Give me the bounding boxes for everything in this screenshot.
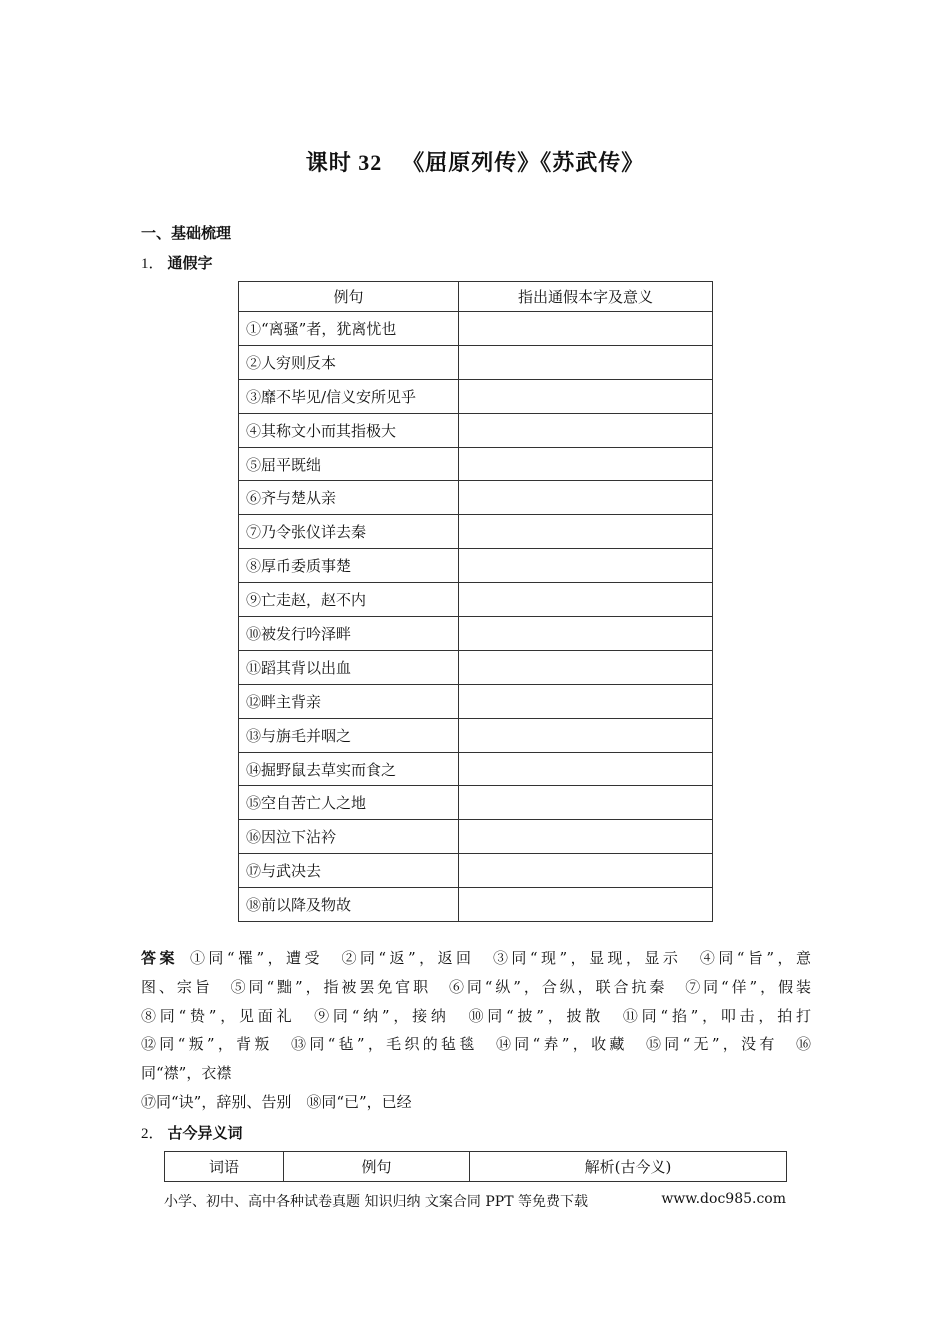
column-header-example: 例句: [239, 282, 459, 312]
table-row: [239, 583, 713, 617]
example-sentence: ⑤屈平既绌: [239, 447, 459, 481]
table-row: [239, 312, 713, 346]
lesson-number: 课时 32: [305, 150, 383, 175]
answer-cell[interactable]: [459, 650, 713, 684]
example-sentence: ⑱前以降及物故: [239, 888, 459, 922]
column-header-example: 例句: [284, 1152, 470, 1182]
answer-line: 答案 ①同“罹”，遭受 ②同“返”，返回 ③同“现”，显现，显示 ④同“旨”，意: [141, 949, 811, 967]
table-row: [239, 888, 713, 922]
table-row: [239, 345, 713, 379]
answer-line: ⑫同“叛”，背叛 ⑬同“毡”，毛织的毡毯 ⑭同“弆”，收藏 ⑮同“无”，没有 ⑯: [141, 1035, 811, 1054]
example-sentence: ③靡不毕见/信义安所见乎: [239, 379, 459, 413]
answer-cell[interactable]: [459, 684, 713, 718]
footer: [164, 1191, 786, 1211]
table-row: [239, 549, 713, 583]
table-row: [239, 820, 713, 854]
example-sentence: ④其称文小而其指极大: [239, 413, 459, 447]
column-header-word: 词语: [165, 1152, 284, 1182]
example-sentence: ⑪蹈其背以出血: [239, 650, 459, 684]
subheading-label: 古今异义词: [167, 1124, 243, 1142]
table-row: [239, 718, 713, 752]
subheading-gujinyiyi: [141, 1122, 243, 1143]
table-header-row: [165, 1152, 787, 1182]
table-row: [239, 379, 713, 413]
table-row: [239, 413, 713, 447]
example-sentence: ②人穷则反本: [239, 345, 459, 379]
example-sentence: ⑧厚币委质事楚: [239, 549, 459, 583]
section-heading-basics: 一、基础梳理: [141, 224, 232, 242]
tongjiazi-table: [238, 281, 713, 922]
column-header-analysis: 解析(古今义): [470, 1152, 787, 1182]
subheading-index: 1．: [141, 256, 164, 272]
answer-block: [141, 944, 811, 1117]
example-sentence: ⑬与旃毛并咽之: [239, 718, 459, 752]
answer-cell[interactable]: [459, 515, 713, 549]
example-sentence: ⑯因泣下沾衿: [239, 820, 459, 854]
example-sentence: ⑨亡走赵，赵不内: [239, 583, 459, 617]
answer-line: ⑰同“诀”，辞别、告别 ⑱同“已”，已经: [141, 1092, 412, 1111]
answer-cell[interactable]: [459, 549, 713, 583]
answer-cell[interactable]: [459, 413, 713, 447]
answer-line: 同“襟”，衣襟: [141, 1064, 232, 1083]
answer-label: 答案: [141, 949, 178, 967]
answer-cell[interactable]: [459, 481, 713, 515]
example-sentence: ⑦乃令张仪详去秦: [239, 515, 459, 549]
answer-cell[interactable]: [459, 752, 713, 786]
table-row: [239, 515, 713, 549]
answer-cell[interactable]: [459, 854, 713, 888]
example-sentence: ⑮空自苦亡人之地: [239, 786, 459, 820]
example-sentence: ⑫畔主背亲: [239, 684, 459, 718]
table-row: [239, 684, 713, 718]
answer-cell[interactable]: [459, 718, 713, 752]
example-sentence: ①“离骚”者，犹离忧也: [239, 312, 459, 346]
lesson-works: 《屈原列传》《苏武传》: [402, 151, 645, 176]
subheading-label: 通假字: [167, 254, 213, 272]
answer-cell[interactable]: [459, 447, 713, 481]
table-row: [239, 650, 713, 684]
table-row: [239, 447, 713, 481]
answer-cell[interactable]: [459, 345, 713, 379]
table-row: [239, 854, 713, 888]
gujinyiyi-table: [164, 1151, 787, 1182]
subheading-index: 2．: [141, 1126, 164, 1142]
table-header-row: [239, 282, 713, 312]
answer-cell[interactable]: [459, 786, 713, 820]
answer-cell[interactable]: [459, 820, 713, 854]
answer-cell[interactable]: [459, 312, 713, 346]
subheading-tongjiazi: [141, 252, 213, 273]
example-sentence: ⑰与武决去: [239, 854, 459, 888]
answer-cell[interactable]: [459, 888, 713, 922]
table-row: [239, 786, 713, 820]
example-sentence: ⑩被发行吟泽畔: [239, 617, 459, 651]
footer-url[interactable]: www.doc985.com: [661, 1191, 786, 1207]
answer-cell[interactable]: [459, 617, 713, 651]
answer-cell[interactable]: [459, 379, 713, 413]
answer-cell[interactable]: [459, 583, 713, 617]
table-row: [239, 752, 713, 786]
example-sentence: ⑭掘野鼠去草实而食之: [239, 752, 459, 786]
page-title: [0, 146, 950, 177]
example-sentence: ⑥齐与楚从亲: [239, 481, 459, 515]
table-row: [239, 481, 713, 515]
answer-line: ⑧同“贽”，见面礼 ⑨同“纳”，接纳 ⑩同“披”，披散 ⑪同“掐”，叩击，拍打: [141, 1006, 811, 1025]
answer-line: 图、宗旨 ⑤同“黜”，指被罢免官职 ⑥同“纵”，合纵，联合抗秦 ⑦同“佯”，假装: [141, 977, 811, 996]
footer-text: 小学、初中、高中各种试卷真题 知识归纳 文案合同 PPT 等免费下载: [164, 1194, 588, 1210]
table-row: [239, 617, 713, 651]
column-header-meaning: 指出通假本字及意义: [459, 282, 713, 312]
